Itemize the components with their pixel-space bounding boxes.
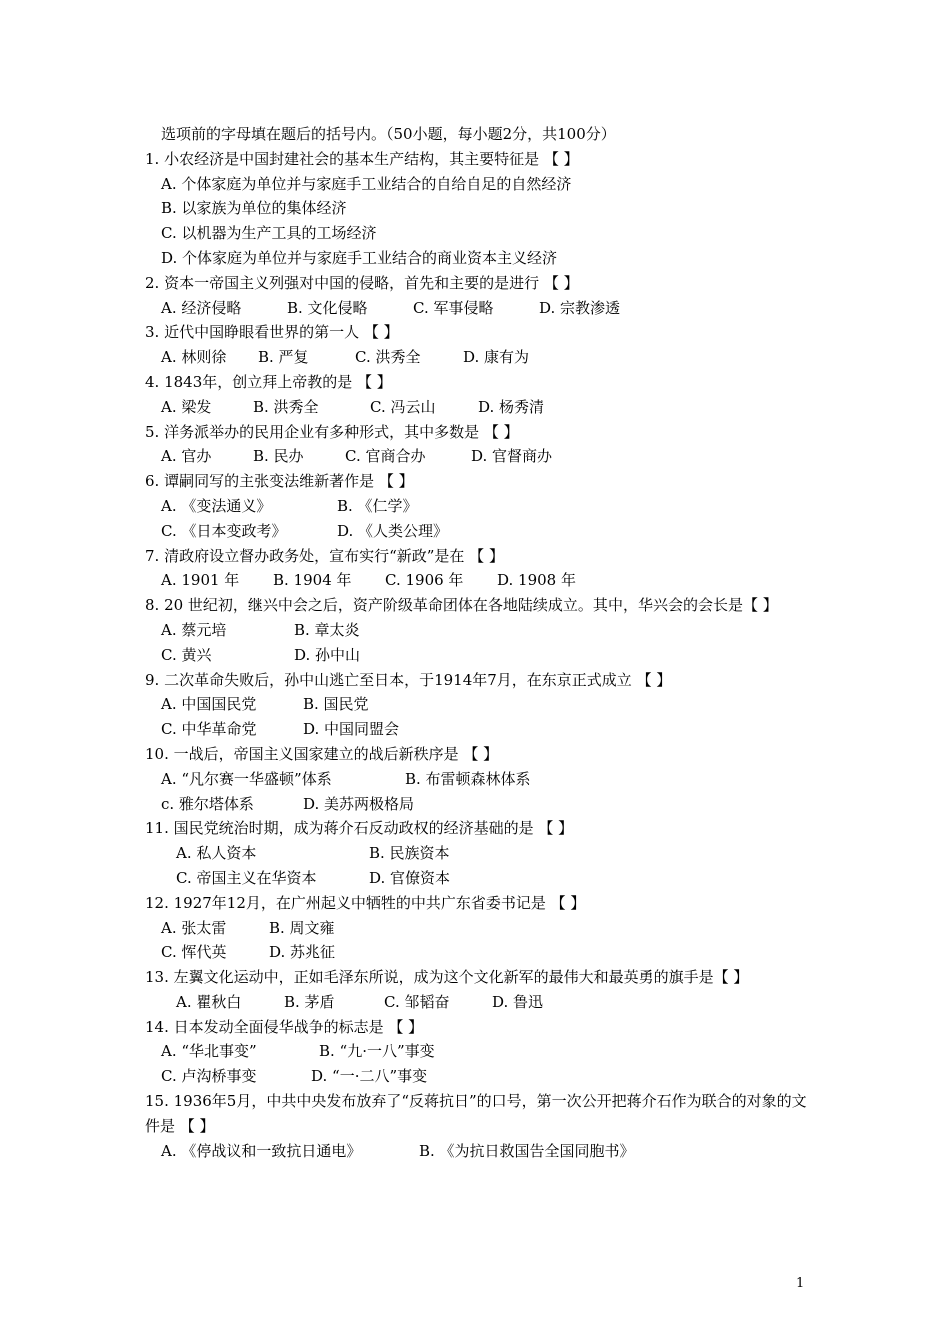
question-2-option-b: B. 文化侵略 [287,298,368,317]
question-7-option-a: A. 1901 年 [161,571,240,590]
question-13-option-a: A. 瞿秋白 [176,992,242,1011]
question-14-option-c: C. 卢沟桥事变 [161,1067,257,1086]
question-7-option-c: C. 1906 年 [385,571,464,590]
question-8-option-a: A. 蔡元培 [161,620,227,639]
question-14-stem: 14. 日本发动全面侵华战争的标志是 【 】 [145,1017,424,1036]
question-6-option-a: A. 《变法通义》 [161,496,272,515]
question-1-stem: 1. 小农经济是中国封建社会的基本生产结构，其主要特征是 【 】 [145,149,579,168]
question-3-option-b: B. 严复 [258,348,309,367]
question-10-option-b: B. 布雷顿森林体系 [405,769,531,788]
question-list [145,122,815,1163]
question-12-options-row-1 [145,916,815,941]
question-9-stem: 9. 二次革命失败后，孙中山逃亡至日本，于1914年7月，在东京正式成立 【 】 [145,670,672,689]
question-15-stem: 15. 1936年5月，中共中央发布放弃了“反蒋抗日”的口号，第一次公开把蒋介石作为联合的对象的文件是 【 】 [145,1092,807,1135]
question-7-option-d: D. 1908 年 [497,571,576,590]
question-9-option-d: D. 中国同盟会 [303,720,400,739]
question-4-stem: 4. 1843年，创立拜上帝教的是 【 】 [145,372,392,391]
question-9-options-row-2 [145,717,815,742]
question-4-options [145,395,815,420]
question-6-options-row-2 [145,519,815,544]
question-7-option-b: B. 1904 年 [273,571,352,590]
question-10-stem: 10. 一战后，帝国主义国家建立的战后新秩序是 【 】 [145,744,499,763]
question-10-option-d: D. 美苏两极格局 [303,794,415,813]
question-11-option-b: B. 民族资本 [369,844,450,863]
question-14-option-a: A. “华北事变” [161,1042,257,1061]
question-15-option-a: A. 《停战议和一致抗日通电》 [161,1141,362,1160]
question-2-option-a: A. 经济侵略 [161,298,242,317]
question-11-option-a: A. 私人资本 [176,844,257,863]
question-8-options-row-1 [145,618,815,643]
question-1-option-a: A. 个体家庭为单位并与家庭手工业结合的自给自足的自然经济 [161,174,572,193]
question-5-option-c: C. 官商合办 [345,447,426,466]
question-14-options-row-1 [145,1039,815,1064]
question-13-option-d: D. 鲁迅 [492,992,544,1011]
question-8-options-row-2 [145,643,815,668]
question-12-option-a: A. 张太雷 [161,918,227,937]
question-11-stem: 11. 国民党统治时期，成为蒋介石反动政权的经济基础的是 【 】 [145,819,574,838]
question-3-stem: 3. 近代中国睁眼看世界的第一人 【 】 [145,323,399,342]
question-13-option-c: C. 邹韬奋 [384,992,450,1011]
question-5-option-d: D. 官督商办 [471,447,553,466]
question-6-option-c: C. 《日本变政考》 [161,521,287,540]
question-4-option-d: D. 杨秀清 [478,397,545,416]
question-11-options-row-1 [145,841,815,866]
question-9-option-c: C. 中华革命党 [161,720,257,739]
question-12-option-d: D. 苏兆征 [269,943,336,962]
question-6-stem: 6. 谭嗣同写的主张变法维新著作是 【 】 [145,472,414,491]
question-7-stem: 7. 清政府设立督办政务处，宣布实行“新政”是在 【 】 [145,546,504,565]
question-10-option-a: A. “凡尔赛一华盛顿”体系 [161,769,332,788]
question-4-option-a: A. 梁发 [161,397,212,416]
question-11-option-c: C. 帝国主义在华资本 [176,868,317,887]
question-8-option-b: B. 章太炎 [294,620,360,639]
question-10-option-c: c. 雅尔塔体系 [161,794,254,813]
question-5-options [145,444,815,469]
question-9-options-row-1 [145,692,815,717]
question-3-options [145,345,815,370]
question-11-option-d: D. 官僚资本 [369,868,451,887]
question-13-stem: 13. 左翼文化运动中，正如毛泽东所说，成为这个文化新军的最伟大和最英勇的旗手是【 】 [145,968,749,987]
question-14-options-row-2 [145,1064,815,1089]
question-1-option-d: D. 个体家庭为单位并与家庭手工业结合的商业资本主义经济 [161,248,558,267]
question-5-option-a: A. 官办 [161,447,212,466]
question-1-option-b: B. 以家族为单位的集体经济 [161,199,347,218]
question-15-option-b: B. 《为抗日救国告全国同胞书》 [419,1141,635,1160]
question-2-options [145,296,815,321]
question-8-stem: 8. 20 世纪初，继兴中会之后，资产阶级革命团体在各地陆续成立。其中，华兴会的会长是【 】 [145,596,778,615]
question-3-option-c: C. 洪秀全 [355,348,421,367]
question-2-option-c: C. 军事侵略 [413,298,494,317]
question-12-option-b: B. 周文雍 [269,918,335,937]
question-5-stem: 5. 洋务派举办的民用企业有多种形式，其中多数是 【 】 [145,422,519,441]
question-9-option-a: A. 中国国民党 [161,695,257,714]
question-6-option-d: D. 《人类公理》 [337,521,449,540]
instructions: 选项前的字母填在题后的括号内。（50小题，每小题2分，共100分） [161,125,616,143]
question-6-option-b: B. 《仁学》 [337,496,418,515]
question-13-options [145,990,815,1015]
question-12-options-row-2 [145,940,815,965]
page-number: 1 [796,1276,805,1291]
question-8-option-c: C. 黄兴 [161,645,212,664]
question-10-options-row-2 [145,792,815,817]
question-5-option-b: B. 民办 [253,447,304,466]
question-15-options [145,1139,815,1164]
question-2-stem: 2. 资本一帝国主义列强对中国的侵略，首先和主要的是进行 【 】 [145,273,579,292]
question-3-option-d: D. 康有为 [463,348,530,367]
question-9-option-b: B. 国民党 [303,695,369,714]
question-11-options-row-2 [145,866,815,891]
question-3-option-a: A. 林则徐 [161,348,227,367]
question-12-option-c: C. 恽代英 [161,943,227,962]
question-14-option-d: D. “一·二八”事变 [311,1067,428,1086]
question-6-options-row-1 [145,494,815,519]
question-13-option-b: B. 茅盾 [284,992,335,1011]
question-12-stem: 12. 1927年12月，在广州起义中牺牲的中共广东省委书记是 【 】 [145,893,586,912]
question-4-option-c: C. 冯云山 [370,397,436,416]
question-4-option-b: B. 洪秀全 [253,397,319,416]
question-2-option-d: D. 宗教渗透 [539,298,621,317]
question-8-option-d: D. 孙中山 [294,645,361,664]
question-10-options-row-1 [145,767,815,792]
question-14-option-b: B. “九·一八”事变 [319,1042,435,1061]
question-7-options [145,568,815,593]
question-1-option-c: C. 以机器为生产工具的工场经济 [161,224,377,243]
